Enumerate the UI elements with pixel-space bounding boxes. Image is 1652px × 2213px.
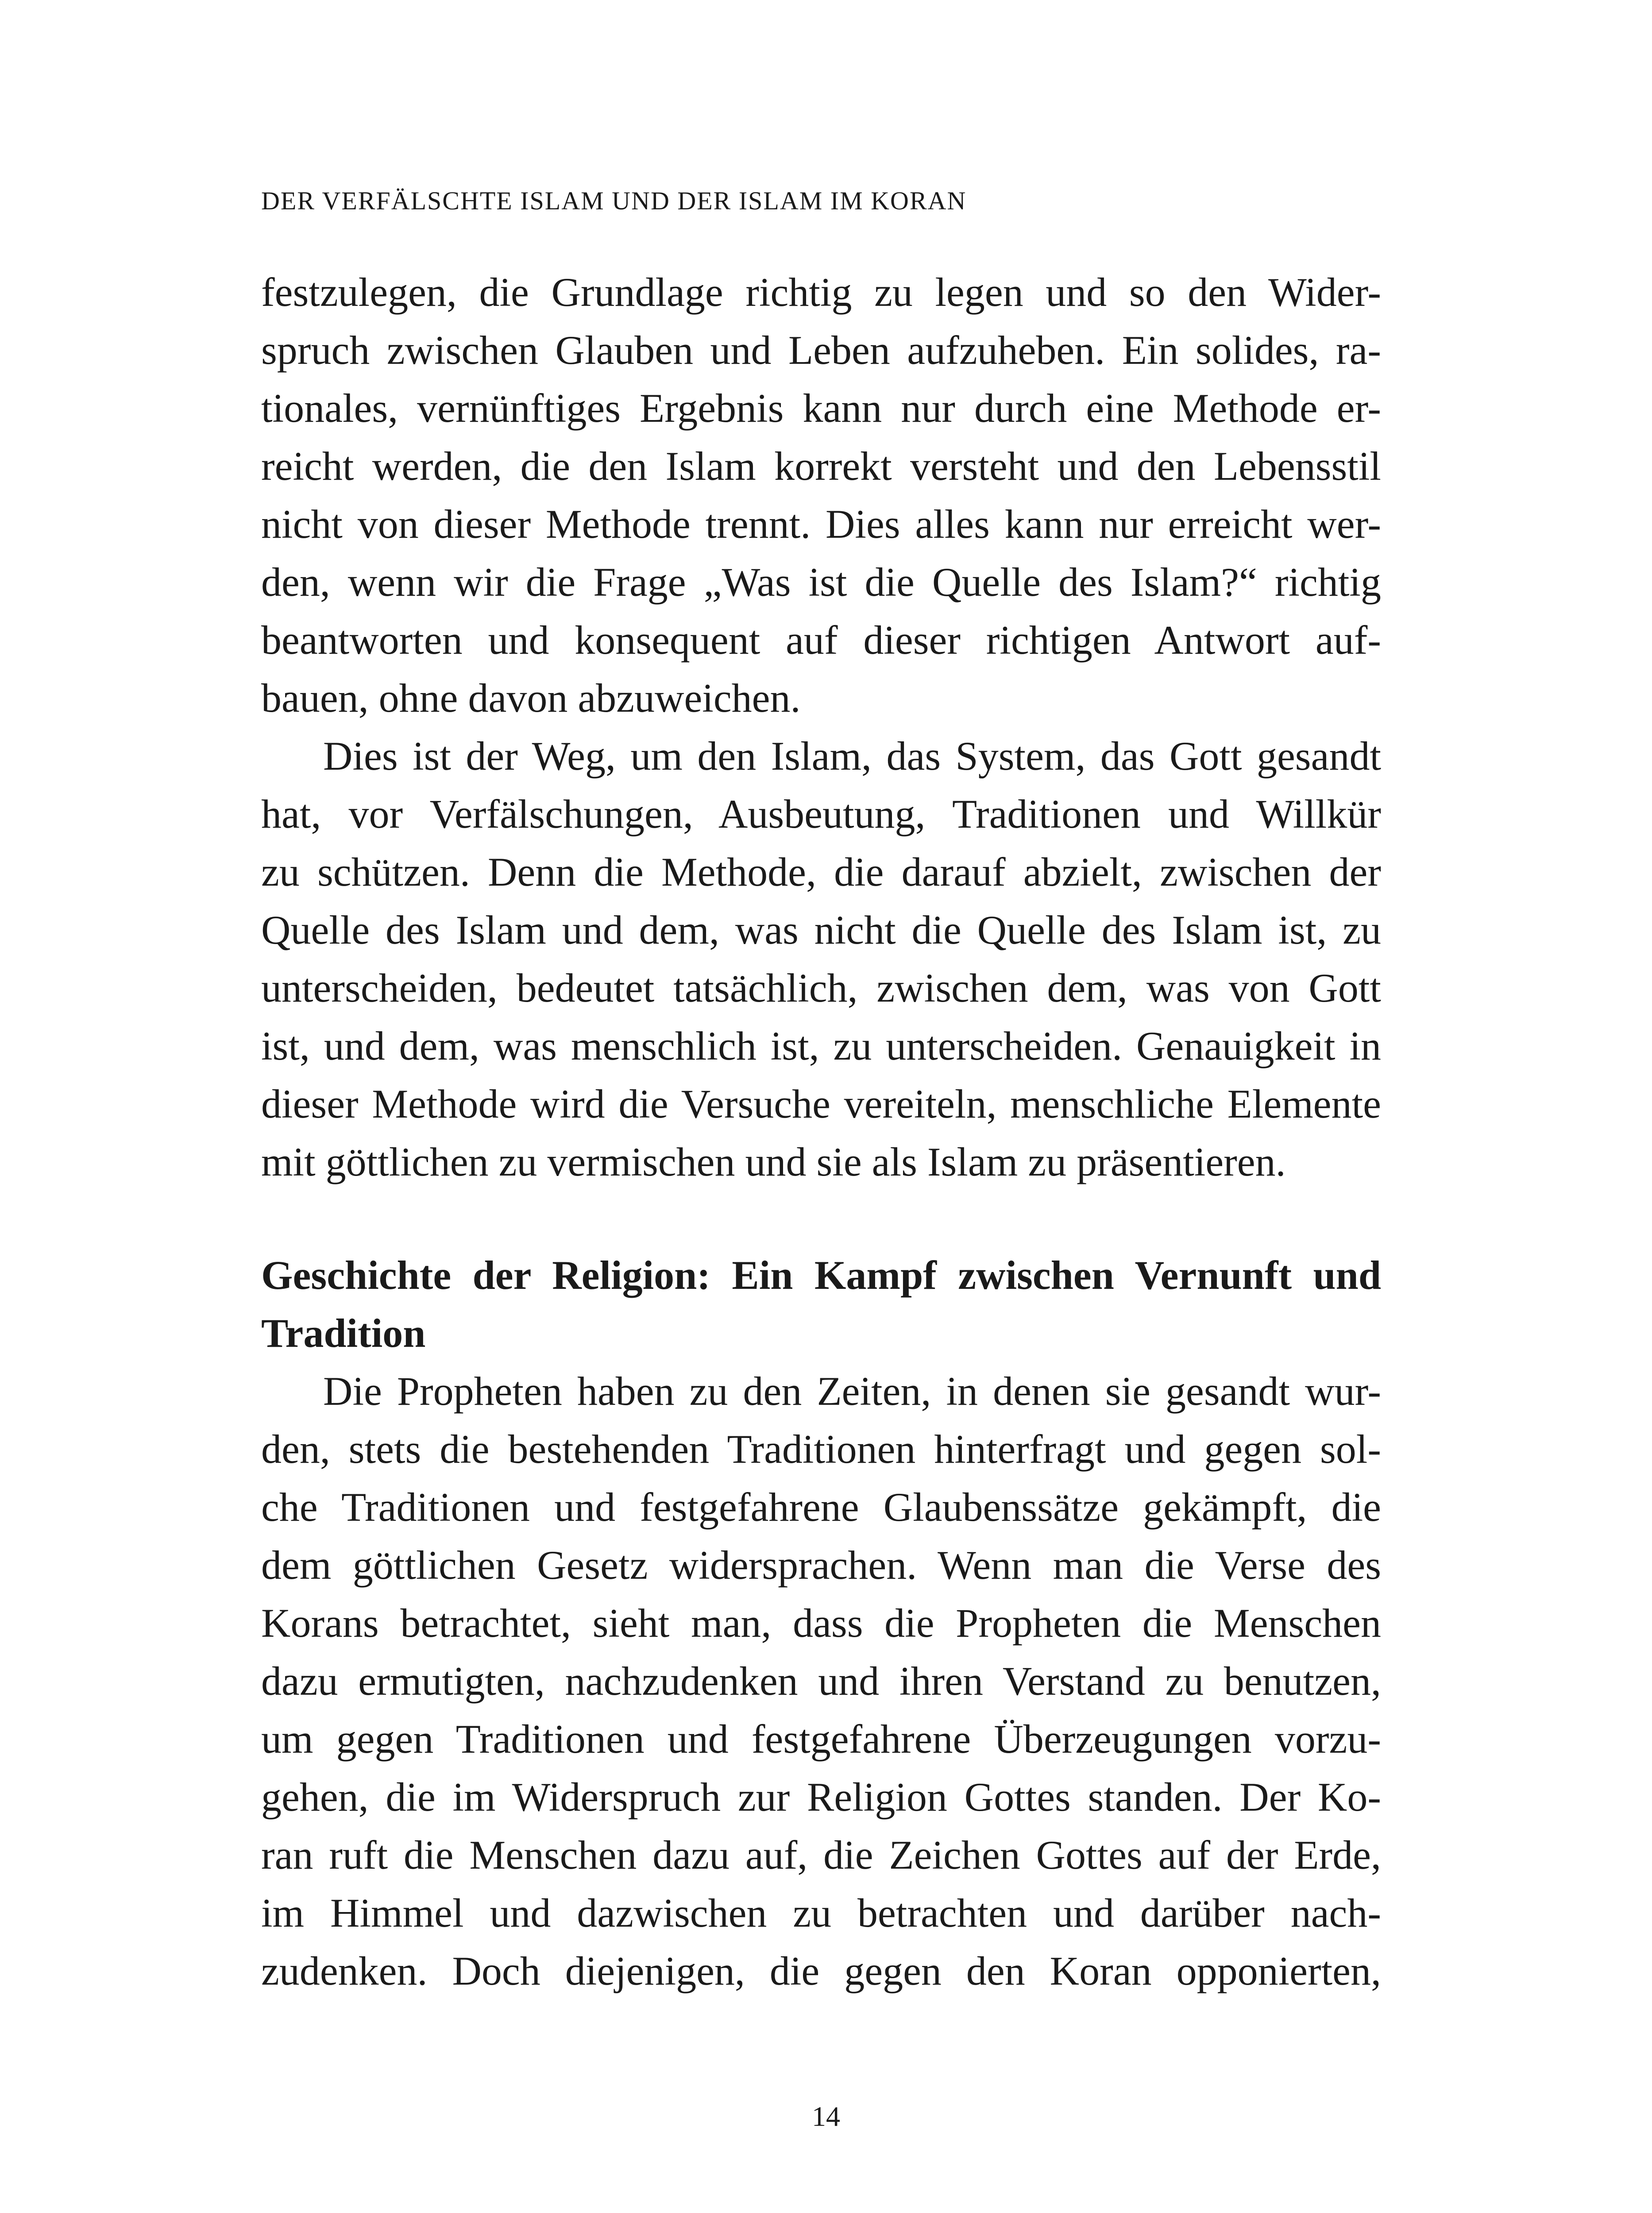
section-spacer bbox=[261, 1191, 1381, 1246]
text-line: zudenken. Doch diejenigen, die gegen den Koran opponierten, bbox=[261, 1948, 1381, 1993]
text-line: dieser Methode wird die Versuche vereiteln, menschliche Elemente bbox=[261, 1081, 1381, 1126]
text-line: Die Propheten haben zu den Zeiten, in denen sie gesandt wur- bbox=[323, 1369, 1381, 1414]
text-line: festzulegen, die Grundlage richtig zu legen und so den Wider- bbox=[261, 270, 1381, 315]
paragraph-3 bbox=[261, 1362, 1381, 2000]
text-line: zu schützen. Denn die Methode, die darauf abzielt, zwischen der bbox=[261, 849, 1381, 894]
text-line: mit göttlichen zu vermischen und sie als Islam zu präsentieren. bbox=[261, 1139, 1286, 1184]
text-line: hat, vor Verfälschungen, Ausbeutung, Traditionen und Willkür bbox=[261, 791, 1381, 837]
text-line: Dies ist der Weg, um den Islam, das System, das Gott gesandt bbox=[323, 733, 1381, 779]
page-number: 14 bbox=[812, 2101, 840, 2132]
text-line: um gegen Traditionen und festgefahrene Überzeugungen vorzu- bbox=[261, 1716, 1381, 1762]
text-line: beantworten und konsequent auf dieser richtigen Antwort auf- bbox=[261, 617, 1381, 663]
section-heading bbox=[261, 1246, 1381, 1362]
body-text bbox=[261, 263, 1381, 2000]
heading-line: Geschichte der Religion: Ein Kampf zwischen Vernunft und bbox=[261, 1253, 1381, 1298]
text-line: reicht werden, die den Islam korrekt versteht und den Lebensstil bbox=[261, 443, 1381, 489]
text-line: che Traditionen und festgefahrene Glaubenssätze gekämpft, die bbox=[261, 1484, 1381, 1530]
text-line: unterscheiden, bedeutet tatsächlich, zwischen dem, was von Gott bbox=[261, 965, 1381, 1010]
text-line: dem göttlichen Gesetz widersprachen. Wenn man die Verse des bbox=[261, 1542, 1381, 1588]
paragraph-2 bbox=[261, 727, 1381, 1191]
paragraph-1 bbox=[261, 263, 1381, 727]
text-line: gehen, die im Widerspruch zur Religion Gottes standen. Der Ko- bbox=[261, 1774, 1381, 1820]
text-line: im Himmel und dazwischen zu betrachten und darüber nach- bbox=[261, 1890, 1381, 1935]
text-line: ran ruft die Menschen dazu auf, die Zeichen Gottes auf der Erde, bbox=[261, 1832, 1381, 1878]
text-line: nicht von dieser Methode trennt. Dies alles kann nur erreicht wer- bbox=[261, 501, 1381, 547]
text-line: dazu ermutigten, nachzudenken und ihren Verstand zu benutzen, bbox=[261, 1658, 1381, 1704]
text-line: spruch zwischen Glauben und Leben aufzuheben. Ein solides, ra- bbox=[261, 328, 1381, 373]
text-line: Quelle des Islam und dem, was nicht die Quelle des Islam ist, zu bbox=[261, 907, 1381, 952]
text-line: den, stets die bestehenden Traditionen hinterfragt und gegen sol- bbox=[261, 1426, 1381, 1472]
text-line: bauen, ohne davon abzuweichen. bbox=[261, 675, 801, 721]
text-line: den, wenn wir die Frage „Was ist die Quelle des Islam?“ richtig bbox=[261, 559, 1381, 605]
text-line: Korans betrachtet, sieht man, dass die Propheten die Menschen bbox=[261, 1600, 1381, 1646]
heading-line: Tradition bbox=[261, 1311, 426, 1356]
text-line: ist, und dem, was menschlich ist, zu unterscheiden. Genauigkeit in bbox=[261, 1023, 1381, 1068]
text-line: tionales, vernünftiges Ergebnis kann nur durch eine Methode er- bbox=[261, 386, 1381, 431]
running-header: DER VERFÄLSCHTE ISLAM UND DER ISLAM IM KORAN bbox=[261, 186, 967, 215]
